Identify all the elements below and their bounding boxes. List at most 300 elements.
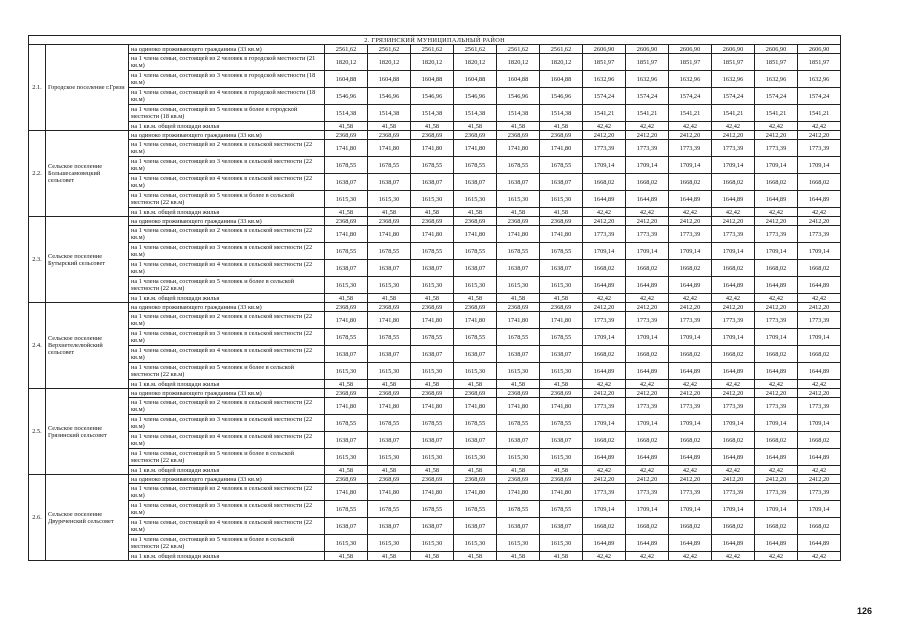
value-cell: 42,42 — [626, 294, 669, 303]
value-cell: 1615,30 — [454, 535, 497, 552]
value-cell: 1638,07 — [325, 346, 368, 363]
value-cell: 1678,55 — [325, 157, 368, 174]
value-cell: 2412,20 — [583, 131, 626, 140]
value-cell: 1638,07 — [411, 174, 454, 191]
value-cell: 1773,39 — [755, 398, 798, 415]
value-cell: 2368,69 — [325, 131, 368, 140]
value-cell: 42,42 — [712, 122, 755, 131]
value-cell: 1615,30 — [454, 449, 497, 466]
value-cell: 2368,69 — [325, 303, 368, 312]
value-cell: 1644,89 — [626, 363, 669, 380]
table-row — [29, 535, 841, 552]
value-cell: 2412,20 — [626, 217, 669, 226]
value-cell: 1644,89 — [669, 277, 712, 294]
value-cell: 1678,55 — [540, 415, 583, 432]
row-description: на одиноко проживающего гражданина (33 кв.м) — [129, 45, 325, 54]
value-cell: 1668,02 — [798, 518, 841, 535]
value-cell: 1638,07 — [454, 432, 497, 449]
value-cell: 2412,20 — [583, 475, 626, 484]
value-cell: 1615,30 — [325, 535, 368, 552]
value-cell: 42,42 — [755, 208, 798, 217]
value-cell: 1632,96 — [583, 71, 626, 88]
value-cell: 2368,69 — [411, 131, 454, 140]
value-cell: 2412,20 — [798, 389, 841, 398]
value-cell: 1615,30 — [368, 449, 411, 466]
value-cell: 1820,12 — [497, 54, 540, 71]
table-row — [29, 552, 841, 561]
value-cell: 1773,39 — [798, 484, 841, 501]
value-cell: 41,58 — [325, 208, 368, 217]
value-cell: 1773,39 — [669, 312, 712, 329]
value-cell: 1709,14 — [583, 157, 626, 174]
value-cell: 2561,62 — [411, 45, 454, 54]
value-cell: 1668,02 — [755, 174, 798, 191]
value-cell: 1741,80 — [411, 398, 454, 415]
value-cell: 1644,89 — [798, 191, 841, 208]
value-cell: 1668,02 — [798, 432, 841, 449]
value-cell: 1709,14 — [712, 329, 755, 346]
table-row — [29, 157, 841, 174]
value-cell: 1546,96 — [497, 88, 540, 105]
value-cell: 2412,20 — [755, 303, 798, 312]
value-cell: 1741,80 — [368, 226, 411, 243]
value-cell: 1615,30 — [325, 191, 368, 208]
table-row — [29, 475, 841, 484]
value-cell: 2368,69 — [325, 389, 368, 398]
value-cell: 1773,39 — [712, 226, 755, 243]
table-row — [29, 217, 841, 226]
value-cell: 2412,20 — [712, 303, 755, 312]
value-cell: 2368,69 — [454, 303, 497, 312]
value-cell: 2368,69 — [368, 389, 411, 398]
value-cell: 1741,80 — [325, 312, 368, 329]
value-cell: 1741,80 — [454, 398, 497, 415]
value-cell: 1773,39 — [669, 398, 712, 415]
value-cell: 1615,30 — [497, 449, 540, 466]
value-cell: 2412,20 — [626, 131, 669, 140]
value-cell: 1668,02 — [583, 432, 626, 449]
value-cell: 1638,07 — [325, 260, 368, 277]
settlement-name: Сельское поселение Верхнетелелюйский сельсовет — [46, 303, 129, 389]
value-cell: 1820,12 — [368, 54, 411, 71]
value-cell: 41,58 — [540, 208, 583, 217]
value-cell: 1668,02 — [669, 174, 712, 191]
value-cell: 42,42 — [712, 380, 755, 389]
value-cell: 2368,69 — [411, 303, 454, 312]
value-cell: 42,42 — [712, 466, 755, 475]
value-cell: 1615,30 — [368, 277, 411, 294]
table-row — [29, 131, 841, 140]
value-cell: 42,42 — [798, 208, 841, 217]
value-cell: 1615,30 — [540, 535, 583, 552]
value-cell: 1638,07 — [497, 346, 540, 363]
value-cell: 41,58 — [411, 294, 454, 303]
table-row — [29, 312, 841, 329]
value-cell: 41,58 — [325, 466, 368, 475]
value-cell: 2412,20 — [669, 303, 712, 312]
value-cell: 2368,69 — [411, 389, 454, 398]
value-cell: 1615,30 — [368, 191, 411, 208]
value-cell: 1773,39 — [712, 398, 755, 415]
value-cell: 1638,07 — [411, 518, 454, 535]
value-cell: 42,42 — [626, 466, 669, 475]
value-cell: 1741,80 — [497, 398, 540, 415]
value-cell: 1638,07 — [497, 432, 540, 449]
value-cell: 1638,07 — [497, 174, 540, 191]
value-cell: 1638,07 — [411, 432, 454, 449]
table-row — [29, 415, 841, 432]
value-cell: 1644,89 — [712, 191, 755, 208]
value-cell: 1668,02 — [583, 174, 626, 191]
value-cell: 1514,38 — [325, 105, 368, 122]
value-cell: 41,58 — [497, 294, 540, 303]
value-cell: 1644,89 — [626, 277, 669, 294]
value-cell: 1709,14 — [626, 329, 669, 346]
value-cell: 2368,69 — [497, 131, 540, 140]
table-row — [29, 140, 841, 157]
value-cell: 1773,39 — [626, 312, 669, 329]
row-description: на 1 члена семьи, состоящей из 4 человек в сельской местности (22 кв.м) — [129, 346, 325, 363]
value-cell: 41,58 — [368, 294, 411, 303]
value-cell: 42,42 — [755, 380, 798, 389]
value-cell: 2412,20 — [712, 475, 755, 484]
value-cell: 1678,55 — [540, 157, 583, 174]
value-cell: 1678,55 — [540, 501, 583, 518]
value-cell: 1678,55 — [411, 243, 454, 260]
value-cell: 1668,02 — [626, 432, 669, 449]
settlement-name: Сельское поселение Большесамовецкий сельсовет — [46, 131, 129, 217]
row-description: на 1 члена семьи, состоящей из 3 человек в сельской местности (22 кв.м) — [129, 415, 325, 432]
row-description: на одиноко проживающего гражданина (33 кв.м) — [129, 389, 325, 398]
value-cell: 1773,39 — [669, 484, 712, 501]
value-cell: 1644,89 — [755, 449, 798, 466]
value-cell: 1678,55 — [540, 243, 583, 260]
value-cell: 1773,39 — [755, 312, 798, 329]
value-cell: 1709,14 — [626, 415, 669, 432]
value-cell: 41,58 — [454, 466, 497, 475]
value-cell: 41,58 — [368, 122, 411, 131]
value-cell: 42,42 — [669, 466, 712, 475]
row-description: на 1 члена семьи, состоящей из 5 человек и более в сельской местности (22 кв.м) — [129, 449, 325, 466]
value-cell: 1709,14 — [583, 415, 626, 432]
value-cell: 1773,39 — [755, 484, 798, 501]
value-cell: 41,58 — [411, 552, 454, 561]
value-cell: 1678,55 — [368, 157, 411, 174]
value-cell: 1615,30 — [497, 535, 540, 552]
settlement-name: Городское поселение г.Грязи — [46, 45, 129, 131]
value-cell: 1644,89 — [755, 191, 798, 208]
value-cell: 2412,20 — [798, 303, 841, 312]
row-description: на 1 члена семьи, состоящей из 3 человек в сельской местности (22 кв.м) — [129, 329, 325, 346]
value-cell: 2561,62 — [454, 45, 497, 54]
table-row — [29, 432, 841, 449]
value-cell: 42,42 — [755, 122, 798, 131]
value-cell: 1668,02 — [626, 346, 669, 363]
value-cell: 1638,07 — [540, 346, 583, 363]
value-cell: 1644,89 — [798, 449, 841, 466]
value-cell: 1773,39 — [626, 398, 669, 415]
page-number: 126 — [857, 606, 873, 616]
value-cell: 1678,55 — [325, 501, 368, 518]
value-cell: 1709,14 — [712, 243, 755, 260]
value-cell: 42,42 — [583, 122, 626, 131]
value-cell: 1741,80 — [368, 312, 411, 329]
table-row — [29, 122, 841, 131]
value-cell: 2368,69 — [540, 131, 583, 140]
value-cell: 1709,14 — [798, 415, 841, 432]
table-row — [29, 243, 841, 260]
value-cell: 1638,07 — [368, 260, 411, 277]
value-cell: 42,42 — [583, 552, 626, 561]
value-cell: 1773,39 — [626, 484, 669, 501]
value-cell: 1741,80 — [368, 398, 411, 415]
value-cell: 41,58 — [497, 466, 540, 475]
value-cell: 1644,89 — [626, 191, 669, 208]
value-cell: 1615,30 — [325, 277, 368, 294]
value-cell: 1668,02 — [712, 518, 755, 535]
value-cell: 1773,39 — [583, 312, 626, 329]
value-cell: 1709,14 — [755, 329, 798, 346]
value-cell: 41,58 — [454, 122, 497, 131]
value-cell: 42,42 — [712, 208, 755, 217]
value-cell: 2368,69 — [454, 389, 497, 398]
value-cell: 1638,07 — [454, 174, 497, 191]
value-cell: 1678,55 — [497, 415, 540, 432]
value-cell: 1709,14 — [755, 243, 798, 260]
value-cell: 1615,30 — [411, 277, 454, 294]
value-cell: 1668,02 — [669, 432, 712, 449]
value-cell: 2606,90 — [798, 45, 841, 54]
value-cell: 1773,39 — [712, 312, 755, 329]
value-cell: 1644,89 — [583, 363, 626, 380]
value-cell: 1709,14 — [669, 157, 712, 174]
table-row — [29, 501, 841, 518]
row-description: на 1 члена семьи, состоящей из 2 человек в сельской местности (22 кв.м) — [129, 398, 325, 415]
table-row — [29, 329, 841, 346]
table-row — [29, 174, 841, 191]
value-cell: 1514,38 — [540, 105, 583, 122]
value-cell: 2412,20 — [798, 131, 841, 140]
value-cell: 1615,30 — [497, 277, 540, 294]
value-cell: 1541,21 — [669, 105, 712, 122]
row-description: на 1 члена семьи, состоящей из 3 человек в сельской местности (22 кв.м) — [129, 157, 325, 174]
value-cell: 1668,02 — [583, 346, 626, 363]
value-cell: 41,58 — [497, 208, 540, 217]
table-row — [29, 346, 841, 363]
value-cell: 1741,80 — [540, 226, 583, 243]
row-description: на 1 кв.м. общей площади жилья — [129, 552, 325, 561]
settlement-name: Сельское поселение Бутырский сельсовет — [46, 217, 129, 303]
row-description: на 1 члена семьи, состоящей из 5 человек и более в сельской местности (22 кв.м) — [129, 277, 325, 294]
value-cell: 1514,38 — [497, 105, 540, 122]
value-cell: 2561,62 — [497, 45, 540, 54]
table-row — [29, 88, 841, 105]
table-row — [29, 226, 841, 243]
row-description: на 1 члена семьи, состоящей из 3 человек в сельской местности (22 кв.м) — [129, 243, 325, 260]
row-description: на 1 члена семьи, состоящей из 4 человек в сельской местности (22 кв.м) — [129, 174, 325, 191]
row-description: на 1 члена семьи, состоящей из 5 человек и более в сельской местности (22 кв.м) — [129, 191, 325, 208]
value-cell: 1709,14 — [798, 243, 841, 260]
value-cell: 41,58 — [497, 552, 540, 561]
tariff-table — [28, 35, 841, 561]
value-cell: 1773,39 — [798, 398, 841, 415]
value-cell: 1632,96 — [755, 71, 798, 88]
value-cell: 1644,89 — [712, 449, 755, 466]
value-cell: 1668,02 — [669, 260, 712, 277]
value-cell: 1741,80 — [411, 226, 454, 243]
value-cell: 1773,39 — [712, 484, 755, 501]
value-cell: 1741,80 — [454, 312, 497, 329]
value-cell: 1709,14 — [669, 329, 712, 346]
row-description: на 1 члена семьи, состоящей из 5 человек и более в сельской местности (22 кв.м) — [129, 363, 325, 380]
value-cell: 1615,30 — [497, 191, 540, 208]
value-cell: 1615,30 — [411, 449, 454, 466]
section-number: 2.1. — [29, 45, 46, 131]
value-cell: 1644,89 — [626, 535, 669, 552]
value-cell: 42,42 — [583, 294, 626, 303]
value-cell: 1604,88 — [368, 71, 411, 88]
value-cell: 42,42 — [626, 122, 669, 131]
value-cell: 2412,20 — [669, 217, 712, 226]
value-cell: 1638,07 — [540, 174, 583, 191]
value-cell: 42,42 — [626, 380, 669, 389]
value-cell: 1668,02 — [669, 518, 712, 535]
value-cell: 1678,55 — [454, 157, 497, 174]
value-cell: 1678,55 — [411, 157, 454, 174]
value-cell: 1615,30 — [411, 363, 454, 380]
value-cell: 2606,90 — [755, 45, 798, 54]
value-cell: 42,42 — [669, 208, 712, 217]
value-cell: 41,58 — [497, 380, 540, 389]
table-row — [29, 208, 841, 217]
value-cell: 1644,89 — [798, 363, 841, 380]
value-cell: 42,42 — [669, 552, 712, 561]
value-cell: 41,58 — [325, 380, 368, 389]
value-cell: 1632,96 — [626, 71, 669, 88]
value-cell: 1741,80 — [325, 398, 368, 415]
value-cell: 1541,21 — [755, 105, 798, 122]
value-cell: 41,58 — [540, 552, 583, 561]
value-cell: 2412,20 — [712, 389, 755, 398]
value-cell: 1644,89 — [755, 363, 798, 380]
value-cell: 1615,30 — [368, 535, 411, 552]
value-cell: 41,58 — [368, 208, 411, 217]
value-cell: 1773,39 — [798, 140, 841, 157]
value-cell: 1773,39 — [626, 140, 669, 157]
value-cell: 1820,12 — [325, 54, 368, 71]
value-cell: 2368,69 — [540, 303, 583, 312]
value-cell: 41,58 — [454, 294, 497, 303]
table-row — [29, 466, 841, 475]
value-cell: 1668,02 — [626, 174, 669, 191]
value-cell: 1604,88 — [411, 71, 454, 88]
value-cell: 2412,20 — [669, 475, 712, 484]
value-cell: 1574,24 — [583, 88, 626, 105]
value-cell: 1574,24 — [755, 88, 798, 105]
value-cell: 42,42 — [798, 294, 841, 303]
value-cell: 2561,62 — [368, 45, 411, 54]
value-cell: 2412,20 — [669, 389, 712, 398]
value-cell: 1644,89 — [669, 191, 712, 208]
value-cell: 1615,30 — [411, 191, 454, 208]
value-cell: 1514,38 — [454, 105, 497, 122]
value-cell: 2412,20 — [669, 131, 712, 140]
row-description: на 1 члена семьи, состоящей из 5 человек и более в сельской местности (22 кв.м) — [129, 535, 325, 552]
value-cell: 1604,88 — [497, 71, 540, 88]
value-cell: 1773,39 — [583, 226, 626, 243]
value-cell: 1574,24 — [626, 88, 669, 105]
value-cell: 1644,89 — [669, 363, 712, 380]
table-row — [29, 54, 841, 71]
value-cell: 1741,80 — [325, 140, 368, 157]
value-cell: 1644,89 — [583, 535, 626, 552]
value-cell: 1773,39 — [755, 140, 798, 157]
value-cell: 2368,69 — [454, 217, 497, 226]
value-cell: 42,42 — [755, 466, 798, 475]
value-cell: 1741,80 — [540, 312, 583, 329]
value-cell: 2412,20 — [755, 131, 798, 140]
value-cell: 1678,55 — [497, 243, 540, 260]
value-cell: 41,58 — [325, 294, 368, 303]
value-cell: 1773,39 — [669, 140, 712, 157]
value-cell: 1546,96 — [454, 88, 497, 105]
value-cell: 1541,21 — [583, 105, 626, 122]
value-cell: 1632,96 — [798, 71, 841, 88]
row-description: на 1 члена семьи, состоящей из 2 человек в сельской местности (22 кв.м) — [129, 484, 325, 501]
value-cell: 1709,14 — [798, 157, 841, 174]
value-cell: 42,42 — [626, 208, 669, 217]
value-cell: 1709,14 — [626, 243, 669, 260]
table-row — [29, 45, 841, 54]
value-cell: 2412,20 — [626, 475, 669, 484]
value-cell: 1574,24 — [798, 88, 841, 105]
value-cell: 1604,88 — [325, 71, 368, 88]
value-cell: 1741,80 — [325, 226, 368, 243]
value-cell: 41,58 — [540, 466, 583, 475]
value-cell: 1638,07 — [368, 518, 411, 535]
value-cell: 1741,80 — [497, 312, 540, 329]
value-cell: 1741,80 — [368, 484, 411, 501]
value-cell: 42,42 — [798, 466, 841, 475]
value-cell: 2368,69 — [325, 217, 368, 226]
value-cell: 42,42 — [712, 294, 755, 303]
value-cell: 1644,89 — [712, 277, 755, 294]
table-row — [29, 294, 841, 303]
table-row — [29, 191, 841, 208]
value-cell: 1709,14 — [669, 501, 712, 518]
value-cell: 1644,89 — [755, 535, 798, 552]
value-cell: 1851,97 — [626, 54, 669, 71]
value-cell: 1644,89 — [669, 449, 712, 466]
value-cell: 1773,39 — [583, 398, 626, 415]
value-cell: 1638,07 — [411, 260, 454, 277]
value-cell: 1668,02 — [798, 260, 841, 277]
value-cell: 41,58 — [411, 208, 454, 217]
table-row — [29, 303, 841, 312]
section-number: 2.5. — [29, 389, 46, 475]
value-cell: 2368,69 — [540, 475, 583, 484]
value-cell: 1632,96 — [669, 71, 712, 88]
value-cell: 2368,69 — [325, 475, 368, 484]
value-cell: 1820,12 — [411, 54, 454, 71]
value-cell: 1678,55 — [497, 501, 540, 518]
value-cell: 1773,39 — [798, 312, 841, 329]
value-cell: 1668,02 — [626, 518, 669, 535]
value-cell: 1773,39 — [583, 140, 626, 157]
value-cell: 1709,14 — [712, 501, 755, 518]
value-cell: 1741,80 — [411, 484, 454, 501]
value-cell: 2412,20 — [798, 217, 841, 226]
